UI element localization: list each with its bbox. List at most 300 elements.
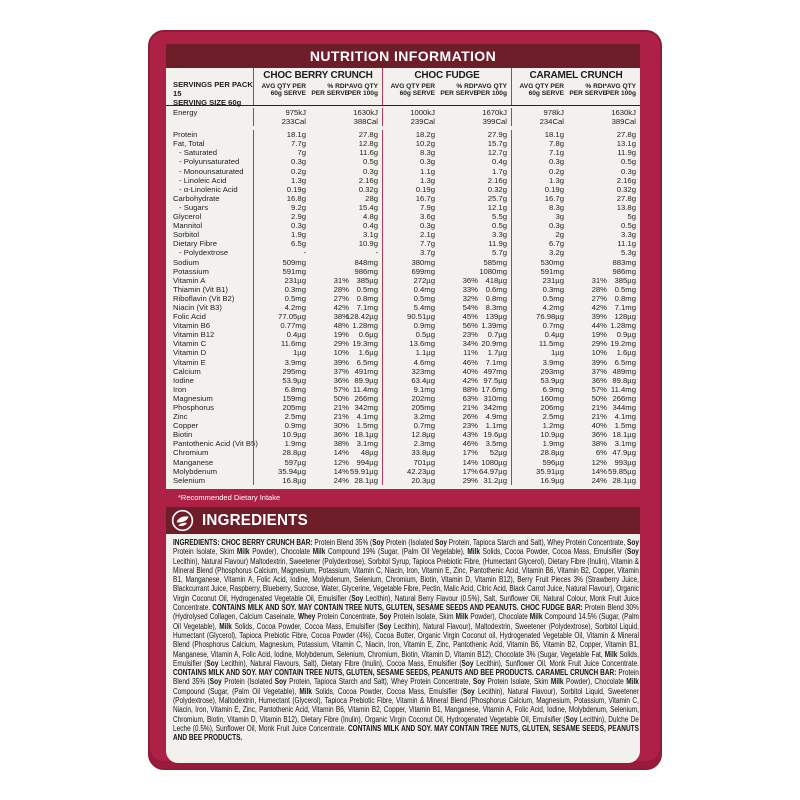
product-values-group [382, 248, 511, 257]
table-row [166, 439, 640, 448]
product-values-group [253, 203, 382, 212]
cell-value: 53.9µg [282, 375, 306, 385]
product-values-group [511, 421, 640, 430]
nutrient-label: Sorbitol [173, 230, 200, 240]
cell-value: 0.3g [549, 221, 564, 231]
cell-value: 5.5g [492, 212, 507, 222]
product-values-group [253, 285, 382, 294]
cell-value: 1.39mg [481, 321, 507, 331]
product-values-group [382, 148, 511, 157]
cell-value: 701µg [413, 457, 435, 467]
cell-value: 272µg [413, 275, 435, 285]
cell-value: 266mg [612, 393, 636, 403]
product-values-group [253, 367, 382, 376]
cell-value: 0.5mg [413, 293, 435, 303]
cell-value: 3.2mg [413, 412, 435, 422]
table-row [166, 108, 640, 117]
product-values-group [253, 276, 382, 285]
cell-value: 7.7g [291, 139, 306, 149]
cell-value: 56% [462, 321, 478, 331]
cell-value: 97.5µg [483, 375, 507, 385]
product-values-group [382, 185, 511, 194]
column-subheader: % RDI* PER SERVE [569, 83, 607, 98]
cell-value: 42.23µg [407, 466, 435, 476]
cell-value: 57% [591, 384, 607, 394]
product-column-header [382, 68, 511, 105]
servings-info [166, 68, 253, 108]
cell-value: 0.9mg [284, 421, 306, 431]
product-values-group [253, 458, 382, 467]
product-values-group [382, 130, 511, 139]
cell-value: 0.3g [420, 157, 435, 167]
cell-value: 16.7g [415, 193, 435, 203]
cell-value: 28.8µg [282, 448, 306, 458]
cell-value: 0.3g [291, 157, 306, 167]
cell-value: 4.1mg [614, 412, 636, 422]
product-values-group [382, 239, 511, 248]
cell-value: 7.1g [549, 148, 564, 158]
ingredients-text: INGREDIENTS: CHOC BERRY CRUNCH BAR: Protein Blend 35% (Soy Protein (Isolated Soy Protein, Tapioca Starch and Salt), Whey Protein Concentrate, Soy Protein Isolate, Skim Milk Powder), Chocolate Milk Compound 19% (Sugar, (Palm Oil Vegetable), Milk Solids, Cocoa Powder, Cocoa Mass, Emulsifier (Soy Lecithin), Natural Flavour) Maltodextrin, Sweetener (Polydextrose), Sorbitol Syrup, Tapioca Prebiotic Fibre, (Humectant Glycerol), Dietary Fibre (Inulin), Vitamin & Mineral Blend (Phosphorus Calcium, Magnesium, Potassium, Vitamin C, Niacin, Iron, Vitamin E, Zinc, Pantothenic Acid, Vitamin B6, Vitamin B2, Copper, Vitamin B1, Manganese, Vitamin A, Folic Acid, Iodine, Molybdenum, Selenium, Chromium, Biotin, Vitamin D, Vitamin B12), Berry Fruit Pieces 3% (Strawberry Juice, Blackcurrant Juice, Raspberry, Blueberry, Sucrose, Water, Glycerine, Vegetable Fibre, Pectin, Malic Acid, Citric Acid, Black Carrot Juice, Natural Flavour), Organic Virgin Coconut Oil, Hydrogenated Vegetable Oil, Emulsifier (Soy Lecithin), Natural Berry Flavour (0.5%), Salt, Sunflower Oil, Natural Colour, Monk Fruit Juice Concentrate. CONTAINS MILK AND SOY. MAY CONTAIN TREE NUTS, GLUTEN, SESAME SEEDS AND PEANUTS. CHOC FUDGE BAR: Protein Blend 30% (Hydrolysed Collagen, Calcium Caseinate, Whey Protein Concentrate, Soy Protein Isolate, Skim Milk Powder), Chocolate Milk Compound 14.5% (Sugar, (Palm Oil Vegetable), Milk Solids, Cocoa Powder, Cocoa Mass, Emulsifier (Soy Lecithin), Natural Flavour), Maltodextrin, Sweetener (Polydextrose), Sorbitol Liquid, Humectant (Glycerol), Tapioca Prebiotic Fibre, Cocoa Powder (4%), Cocoa Butter, Organic Virgin Coconut oil, Hydrogenated Vegetable Oil, Vitamin & Mineral Blend (Phosphorus Calcium, Magnesium, Potassium, Vitamin C, Niacin, Iron, Vitamin E, Zinc, Pantothenic Acid, Vitamin B6, Vitamin B2, Copper, Vitamin B1, Manganese, Vitamin A, Folic Acid, Iodine, Molybdenum, Selenium, Chromium, Biotin, Vitamin D, Vitamin B12), Chocolate 3% (Sugar, Vegetable Fat, Milk Solids, Emulsifier (Soy Lecithin), Natural Flavours, Salt), Dietary Fibre (Inulin), Cocoa Mass, Emulsifier (Soy Lecithin), Sunflower Oil, Monk Fruit Juice Concentrate. CONTAINS MILK AND SOY. MAY CONTAIN TREE NUTS, GLUTEN, SESAME SEEDS, PEANUTS AND BEE PRODUCTS. CARAMEL CRUNCH BAR: Protein Blend 35% (Soy Protein (Isolated Soy Protein, Tapioca Starch and Salt), Whey Protein Concentrate, Soy Protein Isolate, Skim Milk Powder), Chocolate Milk Compound (Sugar, (Palm Oil Vegetable), Milk Solids, Cocoa Powder, Cocoa Mass, Emulsifier (Soy Lecithin), Natural Flavour), Sorbitol Liquid, Sweetener (Polydextrose), Maltodextrin, Humectant (Glycerol), Tapioca Prebiotic Fibre, Vitamin & Mineral Blend (Phosphorus Calcium, Magnesium, Potassium, Vitamin C, Niacin, Iron, Vitamin E, Zinc, Pantothenic Acid, Vitamin B6, Vitamin B2, Copper, Vitamin B1, Manganese, Vitamin A, Folic Acid, Iodine, Molybdenum, Selenium, Chromium, Biotin, Vitamin D, Vitamin B12), Dietary Fibre (Inulin), Organic Virgin Coconut Oil, Hydrogenated Vegetable Oil, Emulsifier (Soy Lecithin), Dulche De Leche (0.5%), Sunflower Oil, Monk Fruit Juice Concentrate. CONTAINS MILK AND SOY. MAY CONTAIN TREE NUTS, GLUTEN, SESAME SEEDS, PEANUTS AND BEE PRODUCTS. [173, 538, 639, 743]
cell-value: 0.9µg [616, 330, 636, 340]
product-values-group [511, 385, 640, 394]
table-row [166, 321, 640, 330]
cell-value: 18.1µg [612, 430, 636, 440]
product-values-group [382, 330, 511, 339]
column-subheader: AVG QTY PER 100g [476, 83, 507, 98]
product-values-group [511, 167, 640, 176]
cell-value: 12.1g [487, 202, 507, 212]
cell-value: 32% [462, 293, 478, 303]
cell-value: 239Cal [410, 117, 435, 127]
product-values-group [382, 394, 511, 403]
cell-value: 27.8g [358, 130, 378, 140]
cell-value: 21% [591, 412, 607, 422]
nutrition-rows [166, 106, 640, 485]
cell-value: 0.8mg [356, 293, 378, 303]
cell-value: 36% [591, 430, 607, 440]
product-values-group [511, 148, 640, 157]
column-subheader: % RDI* PER SERVE [440, 83, 478, 98]
cell-value: 591mg [282, 266, 306, 276]
cell-value: 2.9g [291, 212, 306, 222]
cell-value: 18.1g [544, 130, 564, 140]
cell-value: 63% [462, 393, 478, 403]
table-row [166, 476, 640, 485]
cell-value: 26% [462, 412, 478, 422]
product-values-group [382, 203, 511, 212]
product-values-group [253, 403, 382, 412]
nutrient-label: Iron [173, 384, 187, 394]
cell-value: 1630kJ [611, 108, 636, 117]
product-values-group [253, 258, 382, 267]
cell-value: 7.9g [420, 202, 435, 212]
cell-value: 3.3g [492, 230, 507, 240]
table-row [166, 258, 640, 267]
product-values-group [511, 312, 640, 321]
cell-value: 234Cal [539, 117, 564, 127]
cell-value: 21% [462, 403, 478, 412]
product-values-group [511, 476, 640, 485]
cell-value: 47.9µg [612, 448, 636, 458]
product-values-group [253, 476, 382, 485]
cell-value: 11.6mg [280, 339, 306, 349]
cell-value: 13.8g [616, 202, 636, 212]
cell-value: 20.9mg [481, 339, 507, 349]
nutrient-label: Fat, Total [173, 139, 205, 149]
cell-value: 509mg [282, 257, 306, 267]
cell-value: 16.8g [286, 193, 306, 203]
product-values-group [511, 467, 640, 476]
cell-value: 18.1g [286, 130, 306, 140]
cell-value: 7g [297, 148, 306, 158]
table-row [166, 117, 640, 126]
cell-value: 63.4µg [411, 375, 435, 385]
product-values-group [253, 430, 382, 439]
cell-value: 491mg [354, 366, 378, 376]
cell-value: 25.7g [487, 193, 507, 203]
product-values-group [253, 467, 382, 476]
nutrient-label: Potassium [173, 266, 209, 276]
cell-value: 206mg [540, 403, 564, 412]
table-row [166, 339, 640, 348]
nutrient-label: Copper [173, 421, 199, 431]
table-row [166, 403, 640, 412]
cell-value: 1.1g [420, 166, 435, 176]
cell-value: 17% [462, 448, 478, 458]
product-values-group [511, 108, 640, 117]
cell-value: 59.91µg [350, 466, 378, 476]
cell-value: 3.9mg [284, 357, 306, 367]
cell-value: 0.5mg [356, 284, 378, 294]
cell-value: 0.3g [420, 221, 435, 231]
table-row [166, 157, 640, 166]
cell-value: 12.8g [358, 139, 378, 149]
product-values-group [511, 285, 640, 294]
table-row [166, 230, 640, 239]
product-values-group [511, 276, 640, 285]
product-values-group [382, 430, 511, 439]
nutrient-label: - α-Linolenic Acid [179, 184, 238, 194]
cell-value: 15.7g [487, 139, 507, 149]
cell-value: 3.7g [420, 248, 435, 258]
cell-value: 0.19g [544, 184, 564, 194]
cell-value: 28g [365, 193, 378, 203]
product-values-group [511, 294, 640, 303]
cell-value: 11.9g [617, 148, 636, 158]
cell-value: 6.8mg [284, 384, 306, 394]
product-values-group [511, 194, 640, 203]
nutrition-information-header [166, 44, 640, 68]
cell-value: 1.7µg [487, 348, 507, 358]
nutrient-label: - Polyunsaturated [179, 157, 240, 167]
cell-value: 160mg [540, 393, 564, 403]
product-values-group [382, 367, 511, 376]
table-row [166, 394, 640, 403]
cell-value: 29% [462, 475, 478, 485]
cell-value: 28.1µg [612, 475, 636, 485]
cell-value: 36% [462, 275, 478, 285]
cell-value: 35.91µg [536, 466, 564, 476]
cell-value: 1.1mg [485, 421, 507, 431]
product-name: CHOC FUDGE [414, 70, 480, 81]
cell-value: 3.9mg [542, 357, 564, 367]
cell-value: 205mg [411, 403, 435, 412]
column-subheader: AVG QTY PER 60g SERVE [519, 83, 564, 98]
nutrient-label: Calcium [173, 366, 201, 376]
nutrient-label: Vitamin C [173, 339, 207, 349]
cell-value: 30% [333, 421, 349, 431]
table-row [166, 139, 640, 148]
cell-value: 88% [462, 384, 478, 394]
product-values-group [511, 130, 640, 139]
cell-value: 2.5mg [542, 412, 564, 422]
cell-value: 16.9µg [540, 475, 564, 485]
product-values-group [253, 321, 382, 330]
product-values-group [253, 267, 382, 276]
cell-value: 21% [591, 403, 607, 412]
cell-value: 3g [555, 212, 564, 222]
ingredients-title: INGREDIENTS [202, 511, 308, 529]
cell-value: 45% [462, 312, 478, 322]
cell-value: 14% [333, 448, 349, 458]
product-values-group [253, 248, 382, 257]
product-values-group [382, 267, 511, 276]
product-values-group [511, 376, 640, 385]
cell-value: 3.1mg [356, 439, 378, 449]
cell-value: 0.4mg [413, 284, 435, 294]
cell-value: 205mg [282, 403, 306, 412]
cell-value: 0.32g [358, 184, 378, 194]
product-values-group [253, 167, 382, 176]
cell-value: 389Cal [611, 117, 636, 127]
cell-value: 0.5mg [614, 284, 636, 294]
product-values-group [253, 303, 382, 312]
product-values-group [382, 467, 511, 476]
cell-value: 266mg [354, 393, 378, 403]
cell-value: 33% [462, 284, 478, 294]
cell-value: 202mg [411, 393, 435, 403]
cell-value: 139µg [485, 312, 507, 322]
cell-value: 388Cal [353, 117, 378, 127]
product-values-group [511, 458, 640, 467]
product-values-group [511, 330, 640, 339]
product-values-group [253, 358, 382, 367]
cell-value: 596µg [542, 457, 564, 467]
product-values-group [382, 157, 511, 166]
nutrient-label: Vitamin B6 [173, 321, 211, 331]
nutrient-label: Mannitol [173, 221, 203, 231]
nutrient-label: - Polydextrose [179, 248, 229, 258]
cell-value: 24% [591, 475, 607, 485]
product-values-group [382, 348, 511, 357]
cell-value: 0.3g [363, 166, 378, 176]
table-row [166, 458, 640, 467]
product-values-group [511, 117, 640, 126]
product-column-header [511, 68, 640, 105]
product-values-group [511, 321, 640, 330]
product-values-group [511, 248, 640, 257]
cell-value: 39% [333, 357, 349, 367]
cell-value: 591mg [540, 266, 564, 276]
table-row [166, 148, 640, 157]
table-row [166, 448, 640, 457]
column-subheader: % RDI* PER SERVE [311, 83, 349, 98]
cell-value: 0.4µg [544, 330, 564, 340]
cell-value: 10.9µg [282, 430, 306, 440]
product-values-group [253, 312, 382, 321]
cell-value: 48µg [360, 448, 378, 458]
cell-value: 0.6µg [358, 330, 378, 340]
product-values-group [382, 439, 511, 448]
table-row [166, 203, 640, 212]
product-values-group [253, 176, 382, 185]
product-values-group [253, 139, 382, 148]
nutrient-label: Sodium [173, 257, 200, 267]
cell-value: 14% [333, 466, 349, 476]
cell-value: 1.9g [291, 230, 306, 240]
product-values-group [253, 294, 382, 303]
cell-value: 59.85µg [608, 466, 636, 476]
cell-value: 38% [333, 312, 349, 322]
nutrient-label: Selenium [173, 475, 206, 485]
cell-value: 10.2g [415, 139, 435, 149]
cell-value: 1µg [551, 348, 564, 358]
table-row [166, 221, 640, 230]
nutrient-label [166, 117, 253, 126]
nutrient-label: - Monounsaturated [179, 166, 244, 176]
cell-value: 13.6mg [409, 339, 435, 349]
cell-value: 7.1mg [485, 357, 507, 367]
cell-value: 0.7µg [487, 330, 507, 340]
cell-value: 53.9µg [540, 375, 564, 385]
cell-value: 11.9g [488, 239, 507, 249]
product-values-group [511, 185, 640, 194]
cell-value: 1630kJ [353, 108, 378, 117]
product-values-group [511, 221, 640, 230]
cell-value: 11.4mg [352, 384, 378, 394]
cell-value: 1.28mg [352, 321, 378, 331]
nutrition-information-title: NUTRITION INFORMATION [309, 48, 497, 64]
product-values-group [382, 458, 511, 467]
cell-value: 0.9mg [413, 321, 435, 331]
cell-value: 5.4mg [413, 302, 435, 312]
cell-value: 597µg [284, 457, 306, 467]
cell-value: 1.5mg [356, 421, 378, 431]
cell-value: 1.28mg [610, 321, 636, 331]
cell-value: 19% [333, 330, 349, 340]
table-row [166, 421, 640, 430]
table-row [166, 239, 640, 248]
cell-value: 159mg [282, 393, 306, 403]
cell-value: 35.94µg [278, 466, 306, 476]
cell-value: 89.9µg [354, 375, 378, 385]
nutrient-label: Iodine [173, 375, 194, 385]
cell-value: 1080mg [479, 266, 507, 276]
table-row [166, 176, 640, 185]
product-values-group [511, 339, 640, 348]
cell-value: 993µg [614, 457, 636, 467]
cell-value: 489mg [612, 366, 636, 376]
product-values-group [511, 176, 640, 185]
product-values-group [382, 258, 511, 267]
cell-value: 231µg [284, 275, 306, 285]
column-subheader: AVG QTY PER 60g SERVE [261, 83, 306, 98]
product-values-group [511, 139, 640, 148]
ingredients-text-panel [166, 534, 640, 763]
cell-value: 293mg [540, 366, 564, 376]
cell-value: 1.6µg [358, 348, 378, 358]
product-values-group [253, 157, 382, 166]
cell-value: 3.6g [420, 212, 435, 222]
cell-value: 1.3g [291, 175, 306, 185]
cell-value: 27.8g [616, 130, 636, 140]
cell-value: 11.5mg [538, 339, 564, 349]
cell-value: 33.8µg [411, 448, 435, 458]
nutrient-label: Carbohydrate [173, 193, 220, 203]
table-row [166, 267, 640, 276]
cell-value: 0.5g [492, 221, 507, 231]
cell-value: 0.4µg [286, 330, 306, 340]
cell-value: 4.2mg [542, 302, 564, 312]
table-row [166, 467, 640, 476]
nutrient-label: Riboflavin (Vit B2) [173, 293, 235, 303]
product-values-group [253, 385, 382, 394]
cell-value: 342mg [354, 403, 378, 412]
cell-value: 128.42µg [345, 312, 378, 322]
cell-value: 76.98µg [536, 312, 564, 322]
cell-value: 28.8µg [540, 448, 564, 458]
cell-value: 4.9mg [485, 412, 507, 422]
table-row [166, 130, 640, 139]
cell-value: 1000kJ [410, 108, 435, 117]
table-row [166, 303, 640, 312]
table-row [166, 248, 640, 257]
product-values-group [382, 167, 511, 176]
cell-value: 38% [333, 439, 349, 449]
cell-value: - [375, 248, 378, 258]
table-row [166, 385, 640, 394]
cell-value: 1080µg [481, 457, 507, 467]
cell-value: 39% [591, 312, 607, 322]
product-values-group [253, 212, 382, 221]
cell-value: 0.3mg [542, 284, 564, 294]
column-subheader: AVG QTY PER 100g [605, 83, 636, 98]
cell-value: 6.9mg [542, 384, 564, 394]
product-values-group [382, 276, 511, 285]
table-row [166, 167, 640, 176]
column-subheader: AVG QTY PER 60g SERVE [390, 83, 435, 98]
cell-value: 36% [333, 430, 349, 440]
cell-value: 4.2mg [284, 302, 306, 312]
product-values-group [382, 312, 511, 321]
product-values-group [253, 230, 382, 239]
product-values-group [511, 303, 640, 312]
cell-value: 5.7g [492, 248, 507, 258]
product-values-group [253, 185, 382, 194]
cell-value: 323mg [411, 366, 435, 376]
cell-value: 48% [333, 321, 349, 331]
cell-value: 23% [462, 421, 478, 431]
nutrient-label: Molybdenum [173, 466, 218, 476]
column-subheader: AVG QTY PER 100g [347, 83, 378, 98]
cell-value: 6.7g [549, 239, 564, 249]
cell-value: 2.3mg [413, 439, 435, 449]
table-row [166, 348, 640, 357]
cell-value: 13.1g [616, 139, 636, 149]
cell-value: 77.05µg [278, 312, 306, 322]
cell-value: 0.4g [492, 157, 507, 167]
product-column-header [253, 68, 382, 105]
